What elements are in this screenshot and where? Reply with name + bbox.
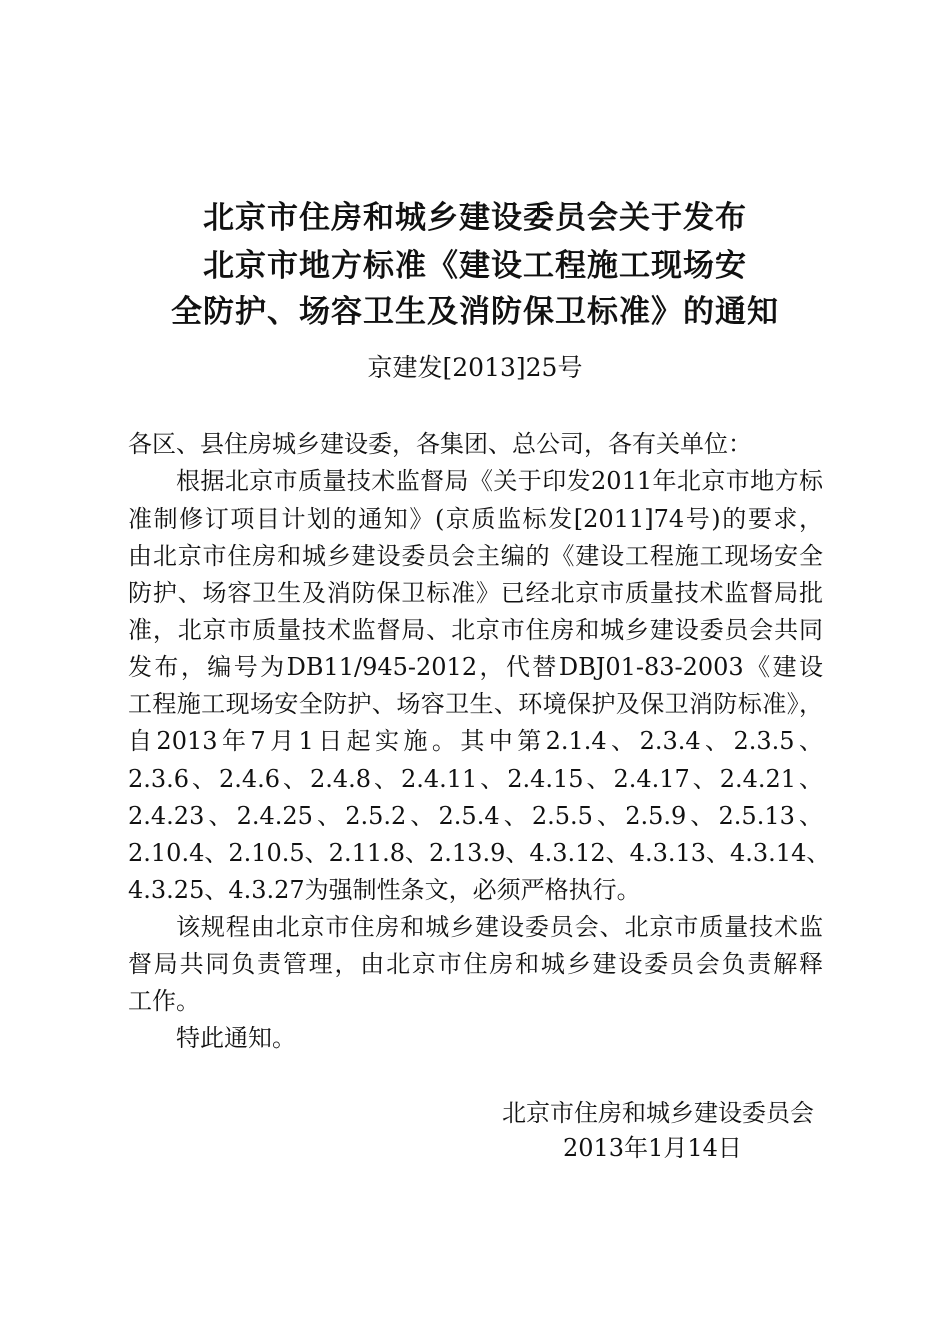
paragraph-2-line: 督局共同负责管理，由北京市住房和城乡建设委员会负责解释 — [128, 950, 823, 978]
paragraph-1-line: 根据北京市质量技术监督局《关于印发2011年北京市地方标 — [176, 467, 823, 495]
paragraph-2-line: 工作。 — [128, 987, 200, 1015]
signature-issuer: 北京市住房和城乡建设委员会 — [502, 1099, 814, 1127]
signature-date: 2013年1月14日 — [563, 1134, 742, 1162]
paragraph-1-line: 发布，编号为DB11/945-2012，代替DBJ01-83-2003《建设 — [128, 653, 823, 681]
paragraph-1-line: 4.3.25、4.3.27为强制性条文，必须严格执行。 — [128, 876, 641, 904]
paragraph-2-line: 该规程由北京市住房和城乡建设委员会、北京市质量技术监 — [176, 913, 823, 941]
paragraph-1-line: 由北京市住房和城乡建设委员会主编的《建设工程施工现场安全 — [128, 542, 823, 570]
paragraph-1-line: 防护、场容卫生及消防保卫标准》已经北京市质量技术监督局批 — [128, 579, 823, 607]
salutation: 各区、县住房城乡建设委，各集团、总公司，各有关单位： — [128, 430, 752, 458]
paragraph-1-line: 2.3.6、2.4.6、2.4.8、2.4.11、2.4.15、2.4.17、2.4.21、 — [128, 765, 823, 793]
paragraph-1-line: 自2013年7月1日起实施。其中第2.1.4、2.3.4、2.3.5、 — [128, 727, 823, 755]
paragraph-1-line: 准，北京市质量技术监督局、北京市住房和城乡建设委员会共同 — [128, 616, 823, 644]
document-number: 京建发[2013]25号 — [367, 353, 583, 382]
paragraph-1-line: 准制修订项目计划的通知》(京质监标发[2011]74号)的要求， — [128, 505, 823, 533]
closing-line: 特此通知。 — [176, 1024, 296, 1052]
paragraph-1-line: 工程施工现场安全防护、场容卫生、环境保护及保卫消防标准》， — [128, 690, 823, 718]
paragraph-1-line: 2.4.23、2.4.25、2.5.2、2.5.4、2.5.5、2.5.9、2.5.13、 — [128, 802, 823, 830]
paragraph-1-line: 2.10.4、2.10.5、2.11.8、2.13.9、4.3.12、4.3.13、4.3.14、 — [128, 839, 831, 867]
title-line-2: 北京市地方标准《建设工程施工现场安 — [203, 248, 747, 284]
title-line-3: 全防护、场容卫生及消防保卫标准》的通知 — [171, 294, 779, 330]
title-line-1: 北京市住房和城乡建设委员会关于发布 — [203, 200, 747, 236]
